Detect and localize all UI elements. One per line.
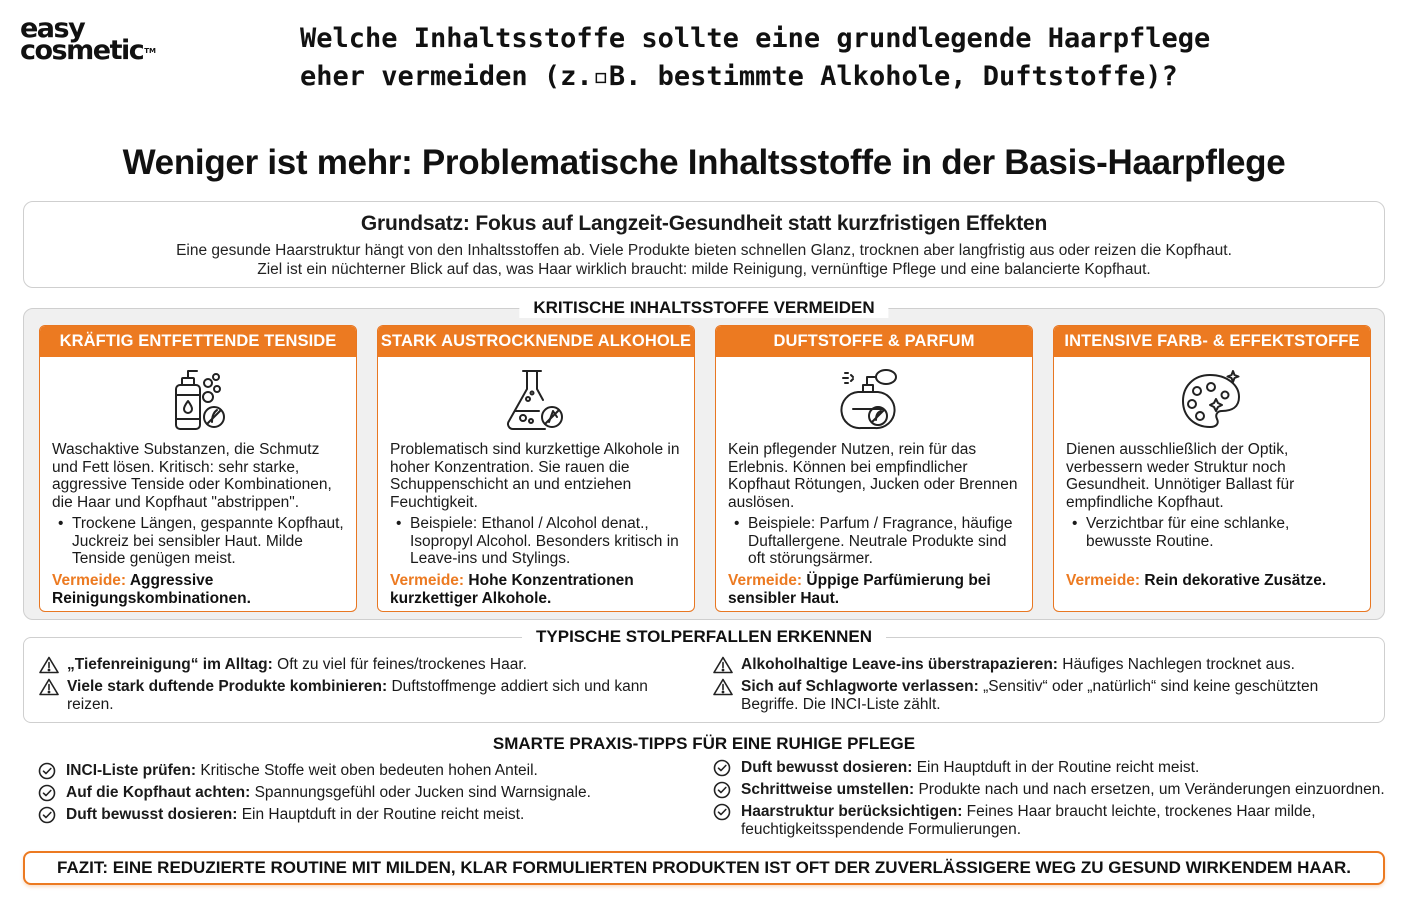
principle-line-2: Ziel ist ein nüchterner Blick auf das, was Haar wirklich braucht: milde Reinigung, vernünftige Pflege und eine balancierte Kopfhaut. [257,261,1151,278]
check-circle-icon [713,759,731,777]
card-body [1054,441,1370,550]
logo-line-1: easy [20,13,85,44]
pitfall-text [741,656,1295,674]
tip-rest: Kritische Stoffe weit oben bedeuten hohen Anteil. [196,762,538,779]
pitfalls-section [23,627,1385,723]
question-line-2: eher vermeiden (z.▫B. bestimmte Alkohole, Duftstoffe)? [300,61,1178,92]
tip-item [713,781,1398,799]
avoid-label: Vermeide: [728,572,803,589]
warning-icon [713,656,733,674]
avoid-label: Vermeide: [1066,572,1141,589]
page-title: Weniger ist mehr: Problematische Inhaltsstoffe in der Basis-Haarpflege [122,143,1286,182]
pitfalls-section-label: TYPISCHE STOLPERFALLEN ERKENNEN [522,627,886,647]
tip-bold: INCI-Liste prüfen: [66,762,197,779]
pitfall-bold: Viele stark duftende Produkte kombinieren: [67,678,388,695]
pitfall-rest: Häufiges Nachlegen trocknet aus. [1057,656,1295,673]
tip-bold: Schrittweise umstellen: [741,781,915,798]
logo-trademark: TM [144,47,156,55]
card-avoid [390,572,684,607]
card-body [40,441,356,568]
avoid-label: Vermeide: [390,572,465,589]
tip-bold: Duft bewusst dosieren: [66,806,238,823]
card-description: Dienen ausschließlich der Optik, verbessern weder Struktur noch Gesundheit. Unnötiger Ballast für empfindliche Kopfhaut. [1066,441,1295,511]
principle-text [24,241,1384,279]
warning-icon [39,656,59,674]
perfume-icon [839,365,909,435]
tip-text [741,759,1199,777]
bullet-dot: • [734,515,740,532]
pitfall-text [67,656,527,674]
tip-rest: Ein Hauptduft in der Routine reicht meist. [912,759,1200,776]
tip-item [38,762,678,780]
bullet-text: Verzichtbar für eine schlanke, bewusste Routine. [1086,515,1290,550]
tip-rest: Spannungsgefühl oder Jucken sind Warnsignale. [250,784,591,801]
card-title: DUFTSTOFFE & PARFUM [716,326,1032,357]
soap-bottle-icon [163,365,233,435]
bullet-text: Trockene Längen, gespannte Kopfhaut, Juckreiz bei sensibler Haut. Milde Tenside genügen meist. [72,515,344,567]
card-avoid [728,572,1022,607]
avoid-text: Rein dekorative Zusätze. [1144,572,1327,589]
card-avoid [52,572,346,607]
pitfall-rest: Oft zu viel für feines/trockenes Haar. [272,656,527,673]
pitfall-bold: Sich auf Schlagworte verlassen: [741,678,979,695]
tip-item [38,784,678,802]
check-circle-icon [713,803,731,821]
pitfall-bold: Alkoholhaltige Leave-ins überstrapazieren: [741,656,1058,673]
card-farbstoffe [1053,325,1371,612]
tip-bold: Duft bewusst dosieren: [741,759,913,776]
pitfall-text [67,678,679,713]
card-bullet [1066,515,1358,550]
avoid-text: Üppige Parfümierung bei sensibler Haut. [728,572,991,607]
easycosmetic-logo [20,13,180,68]
pitfall-item [39,678,679,713]
card-title: KRÄFTIG ENTFETTENDE TENSIDE [40,326,356,357]
question-line-1: Welche Inhaltsstoffe sollte eine grundlegende Haarpflege [300,23,1211,54]
pitfall-item [39,656,679,674]
card-description: Problematisch sind kurzkettige Alkohole in hoher Konzentration. Sie rauen die Schuppenschicht an und entziehen Feuchtigkeit. [390,441,680,511]
principle-line-1: Eine gesunde Haarstruktur hängt von den Inhaltsstoffen ab. Viele Produkte bieten schnellen Glanz, trocknen aber langfristig aus oder reizen die Kopfhaut. [176,242,1232,259]
tips-section-label: SMARTE PRAXIS-TIPPS FÜR EINE RUHIGE PFLEGE [492,734,916,753]
critical-ingredients-section [23,298,1385,620]
check-circle-icon [38,784,56,802]
pitfall-item [713,678,1373,713]
avoid-label: Vermeide: [52,572,127,589]
tip-bold: Haarstruktur berücksichtigen: [741,803,963,820]
critical-section-label: KRITISCHE INHALTSSTOFFE VERMEIDEN [519,298,888,318]
tip-text [66,762,538,780]
pitfall-rest: „Sensitiv“ oder „natürlich“ sind keine geschützten Begriffe. Die INCI-Liste zählt. [741,678,1319,713]
palette-icon [1177,365,1247,435]
pitfall-bold: „Tiefenreinigung“ im Alltag: [67,656,273,673]
tip-bold: Auf die Kopfhaut achten: [66,784,251,801]
warning-icon [713,678,733,696]
tip-rest: Feines Haar braucht leichte, trockenes Haar milde, feuchtigkeitsspendende Formulierungen. [741,803,1316,838]
logo-word: cosmetic [20,35,144,66]
bullet-text: Beispiele: Parfum / Fragrance, häufige Duftallergene. Neutrale Produkte sind oft störungsärmer. [748,515,1013,567]
card-title: INTENSIVE FARB- & EFFEKTSTOFFE [1054,326,1370,357]
tip-rest: Ein Hauptduft in der Routine reicht meist. [237,806,525,823]
principle-title: Grundsatz: Fokus auf Langzeit-Gesundheit statt kurzfristigen Effekten [360,212,1048,235]
card-body [716,441,1032,568]
pitfall-text [741,678,1373,713]
card-title: STARK AUSTROCKNENDE ALKOHOLE [378,326,694,357]
tip-item [713,803,1343,838]
question-heading [300,20,1300,96]
card-duftstoffe [715,325,1033,612]
card-bullet [52,515,344,568]
avoid-text: Aggressive Reinigungskombinationen. [52,572,251,607]
tip-text [741,803,1343,838]
card-tenside [39,325,357,612]
check-circle-icon [38,762,56,780]
tip-text [66,806,524,824]
flask-icon [501,365,571,435]
tip-rest: Produkte nach und nach ersetzen, um Veränderungen einzuordnen. [914,781,1385,798]
tip-text [741,781,1385,799]
card-bullet [390,515,682,568]
check-circle-icon [713,781,731,799]
warning-icon [39,678,59,696]
tip-item [713,759,1393,777]
conclusion-banner: FAZIT: EINE REDUZIERTE ROUTINE MIT MILDEN, KLAR FORMULIERTEN PRODUKTEN IST OFT DER ZUVERLÄSSIGERE WEG ZU GESUND WIRKENDEM HAAR. [23,851,1385,885]
card-description: Kein pflegender Nutzen, rein für das Erlebnis. Können bei empfindlicher Kopfhaut Rötungen, Jucken oder Brennen auslösen. [728,441,1018,511]
avoid-text: Hohe Konzentrationen kurzkettiger Alkohole. [390,572,634,607]
pitfall-rest: Duftstoffmenge addiert sich und kann reizen. [67,678,648,713]
card-description: Waschaktive Substanzen, die Schmutz und Fett lösen. Kritisch: sehr starke, aggressive Tenside oder Kombinationen, die Haar und Kopfhaut "abstrippen". [52,441,332,511]
logo-line-2 [20,35,180,66]
bullet-dot: • [58,515,64,532]
card-bullet [728,515,1020,568]
bullet-text: Beispiele: Ethanol / Alcohol denat., Isopropyl Alcohol. Besonders kritisch in Leave-ins und Stylings. [410,515,679,567]
tip-text [66,784,591,802]
check-circle-icon [38,806,56,824]
card-alkohole [377,325,695,612]
pitfall-item [713,656,1373,674]
tip-item [38,806,678,824]
bullet-dot: • [396,515,402,532]
bullet-dot: • [1072,515,1078,532]
card-avoid [1066,572,1360,590]
card-body [378,441,694,568]
principle-box [23,201,1385,288]
